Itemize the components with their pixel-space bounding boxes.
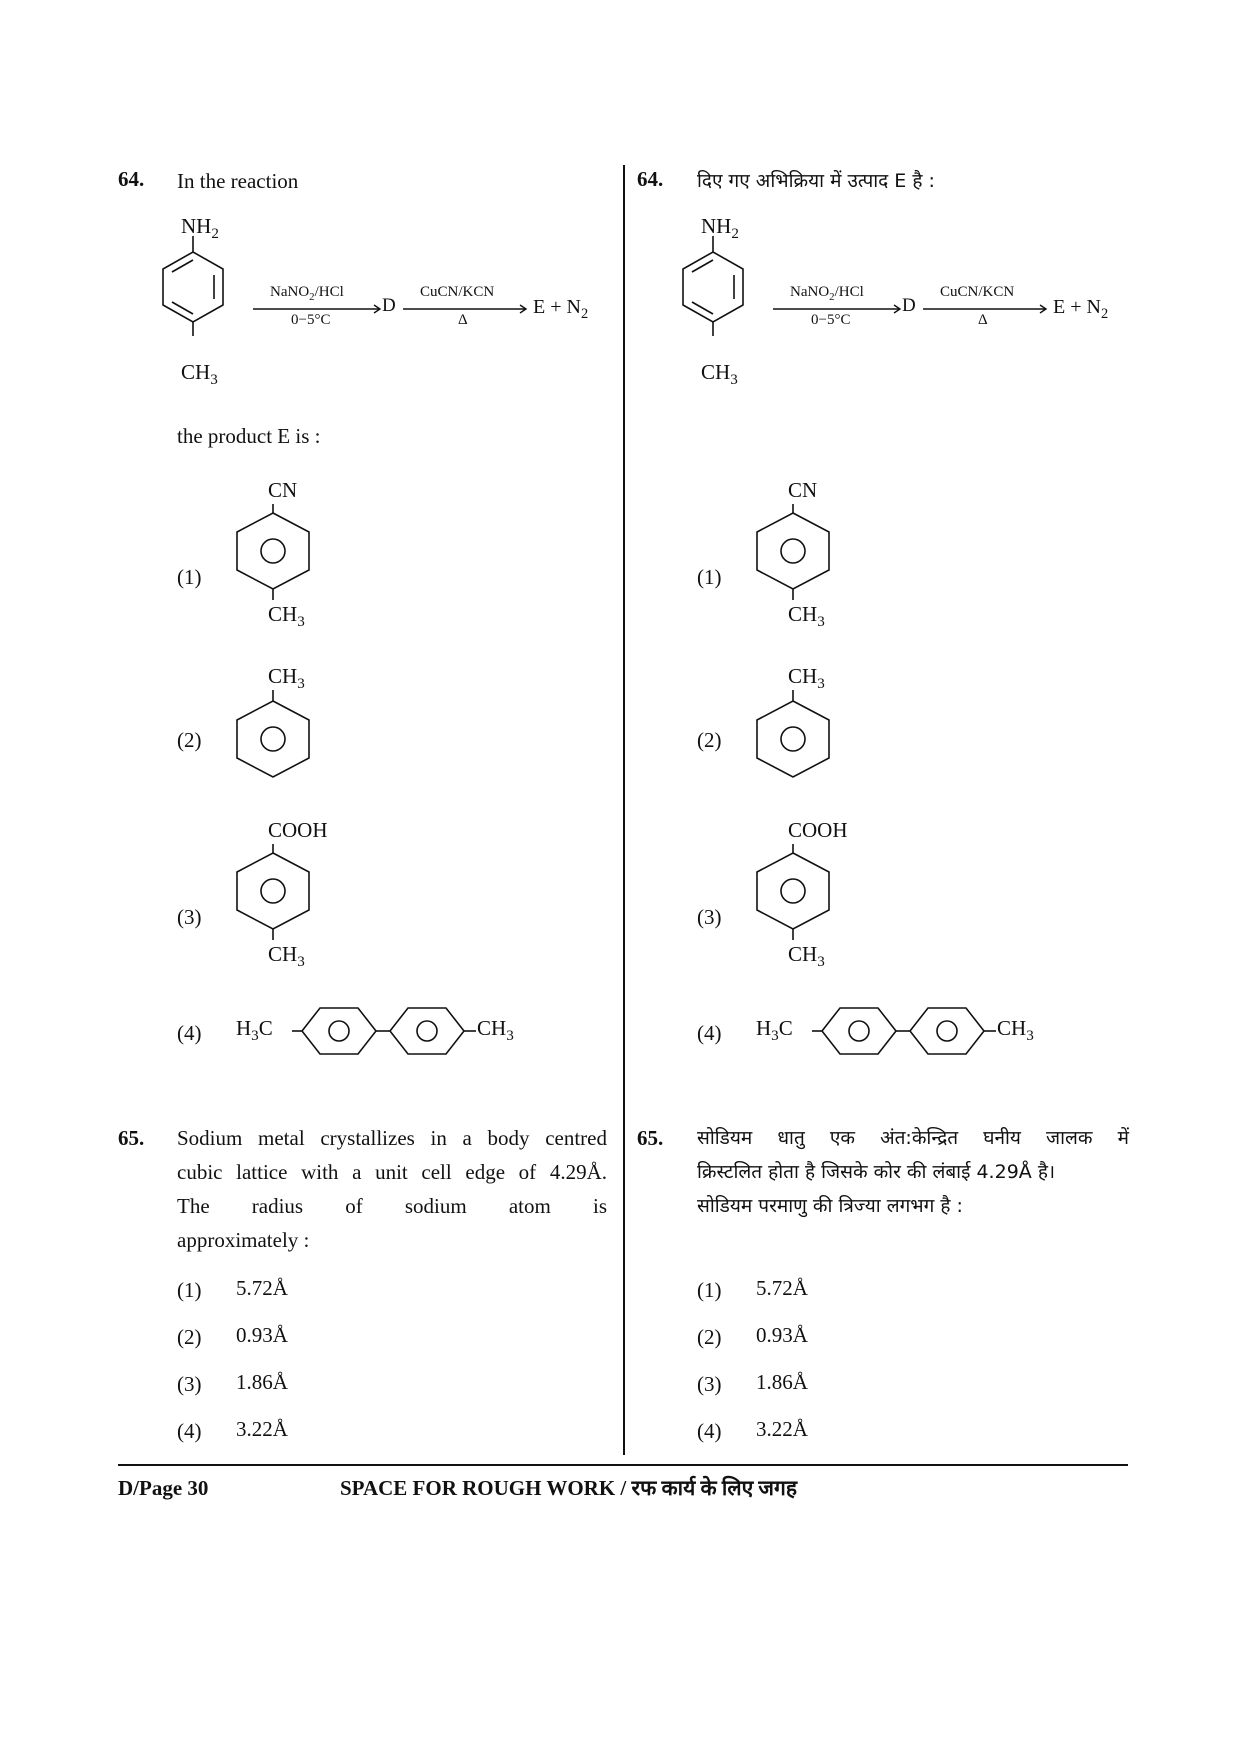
q64-number-en: 64. (118, 167, 145, 191)
step2-condition: Δ (458, 312, 468, 328)
q64-reaction-hi: $NH_2$ $CH_3$ NaNO$_2$/HCl 0−5°C D CuCN/KCN Δ $E + N_2$ (668, 222, 1138, 392)
q65-option2-value-en: 0.93Å (236, 1323, 288, 1347)
product-e-n2: $E + N_2$ (533, 296, 589, 323)
q65-option2-label-hi: (2) (697, 1325, 722, 1349)
q64-option4-structure-en: $H_3C$ $CH_3$ (234, 1005, 534, 1065)
q65-option1-value-hi: 5.72Å (756, 1276, 808, 1300)
q65-option4-value-en: 3.22Å (236, 1417, 288, 1441)
q65-number-en: 65. (118, 1126, 145, 1150)
q64-option4-label-hi: (4) (697, 1021, 722, 1045)
q65-option1-value-en: 5.72Å (236, 1276, 288, 1300)
q65-stem-en: Sodium metal crystallizes in a body centred cubic lattice with a unit cell edge of 4.29Å. The radius of sodium atom is approximately : (177, 1126, 607, 1252)
q65-option2-label-en: (2) (177, 1325, 202, 1349)
reactant-amino-group: $NH_2$ (181, 214, 219, 243)
q65-option4-value-hi: 3.22Å (756, 1417, 808, 1441)
q64-option3-structure-en: COOH $CH_3$ (236, 820, 336, 980)
q64-option4-label-en: (4) (177, 1021, 202, 1045)
q64-option3-label-en: (3) (177, 905, 202, 929)
q64-option1-structure-en: CN $CH_3$ (236, 480, 316, 640)
q65-option4-label-hi: (4) (697, 1419, 722, 1443)
q64-option4-structure-hi: $H_3C$ $CH_3$ (754, 1005, 1054, 1065)
rough-work-label: SPACE FOR ROUGH WORK / रफ कार्य के लिए जगह (340, 1476, 797, 1500)
q64-stem-hi: दिए गए अभिक्रिया में उत्पाद E है : (697, 170, 935, 192)
q65-stem-hi: सोडियम धातु एक अंत:केन्द्रित घनीय जालक में क्रिस्टलित होता है जिसके कोर की लंबाई 4.29Å है। सोडियम परमाणु की त्रिज्या लगभग है : (697, 1127, 1129, 1217)
q64-stem-en: In the reaction (177, 169, 299, 193)
step2-reagent: CuCN/KCN (420, 284, 495, 300)
q64-number-hi: 64. (637, 167, 664, 191)
step1-reagent: NaNO$_2$/HCl (270, 284, 344, 303)
q64-option3-label-hi: (3) (697, 905, 722, 929)
q65-option1-label-hi: (1) (697, 1278, 722, 1302)
column-divider (623, 165, 625, 1455)
q64-option2-label-en: (2) (177, 728, 202, 752)
q64-option3-structure-hi: COOH $CH_3$ (756, 820, 856, 980)
q65-option3-label-hi: (3) (697, 1372, 722, 1396)
q64-option1-label-en: (1) (177, 565, 202, 589)
q64-option2-structure-en: $CH_3$ (236, 668, 316, 788)
q65-number-hi: 65. (637, 1126, 664, 1150)
intermediate-d: D (382, 295, 396, 316)
q64-option2-structure-hi: $CH_3$ (756, 668, 836, 788)
q65-option3-value-en: 1.86Å (236, 1370, 288, 1394)
footer-rule (118, 1464, 1128, 1466)
step1-condition: 0−5°C (291, 312, 331, 328)
q64-reaction-en (148, 214, 618, 392)
q65-option3-label-en: (3) (177, 1372, 202, 1396)
q64-option1-label-hi: (1) (697, 565, 722, 589)
q65-option3-value-hi: 1.86Å (756, 1370, 808, 1394)
page-number: D/Page 30 (118, 1476, 209, 1500)
q65-option1-label-en: (1) (177, 1278, 202, 1302)
q64-option2-label-hi: (2) (697, 728, 722, 752)
reactant-methyl-group: $CH_3$ (181, 360, 218, 389)
q64-question-end-en: the product E is : (177, 424, 321, 448)
q65-option4-label-en: (4) (177, 1419, 202, 1443)
q65-option2-value-hi: 0.93Å (756, 1323, 808, 1347)
q64-option1-structure-hi: CN $CH_3$ (756, 480, 836, 640)
